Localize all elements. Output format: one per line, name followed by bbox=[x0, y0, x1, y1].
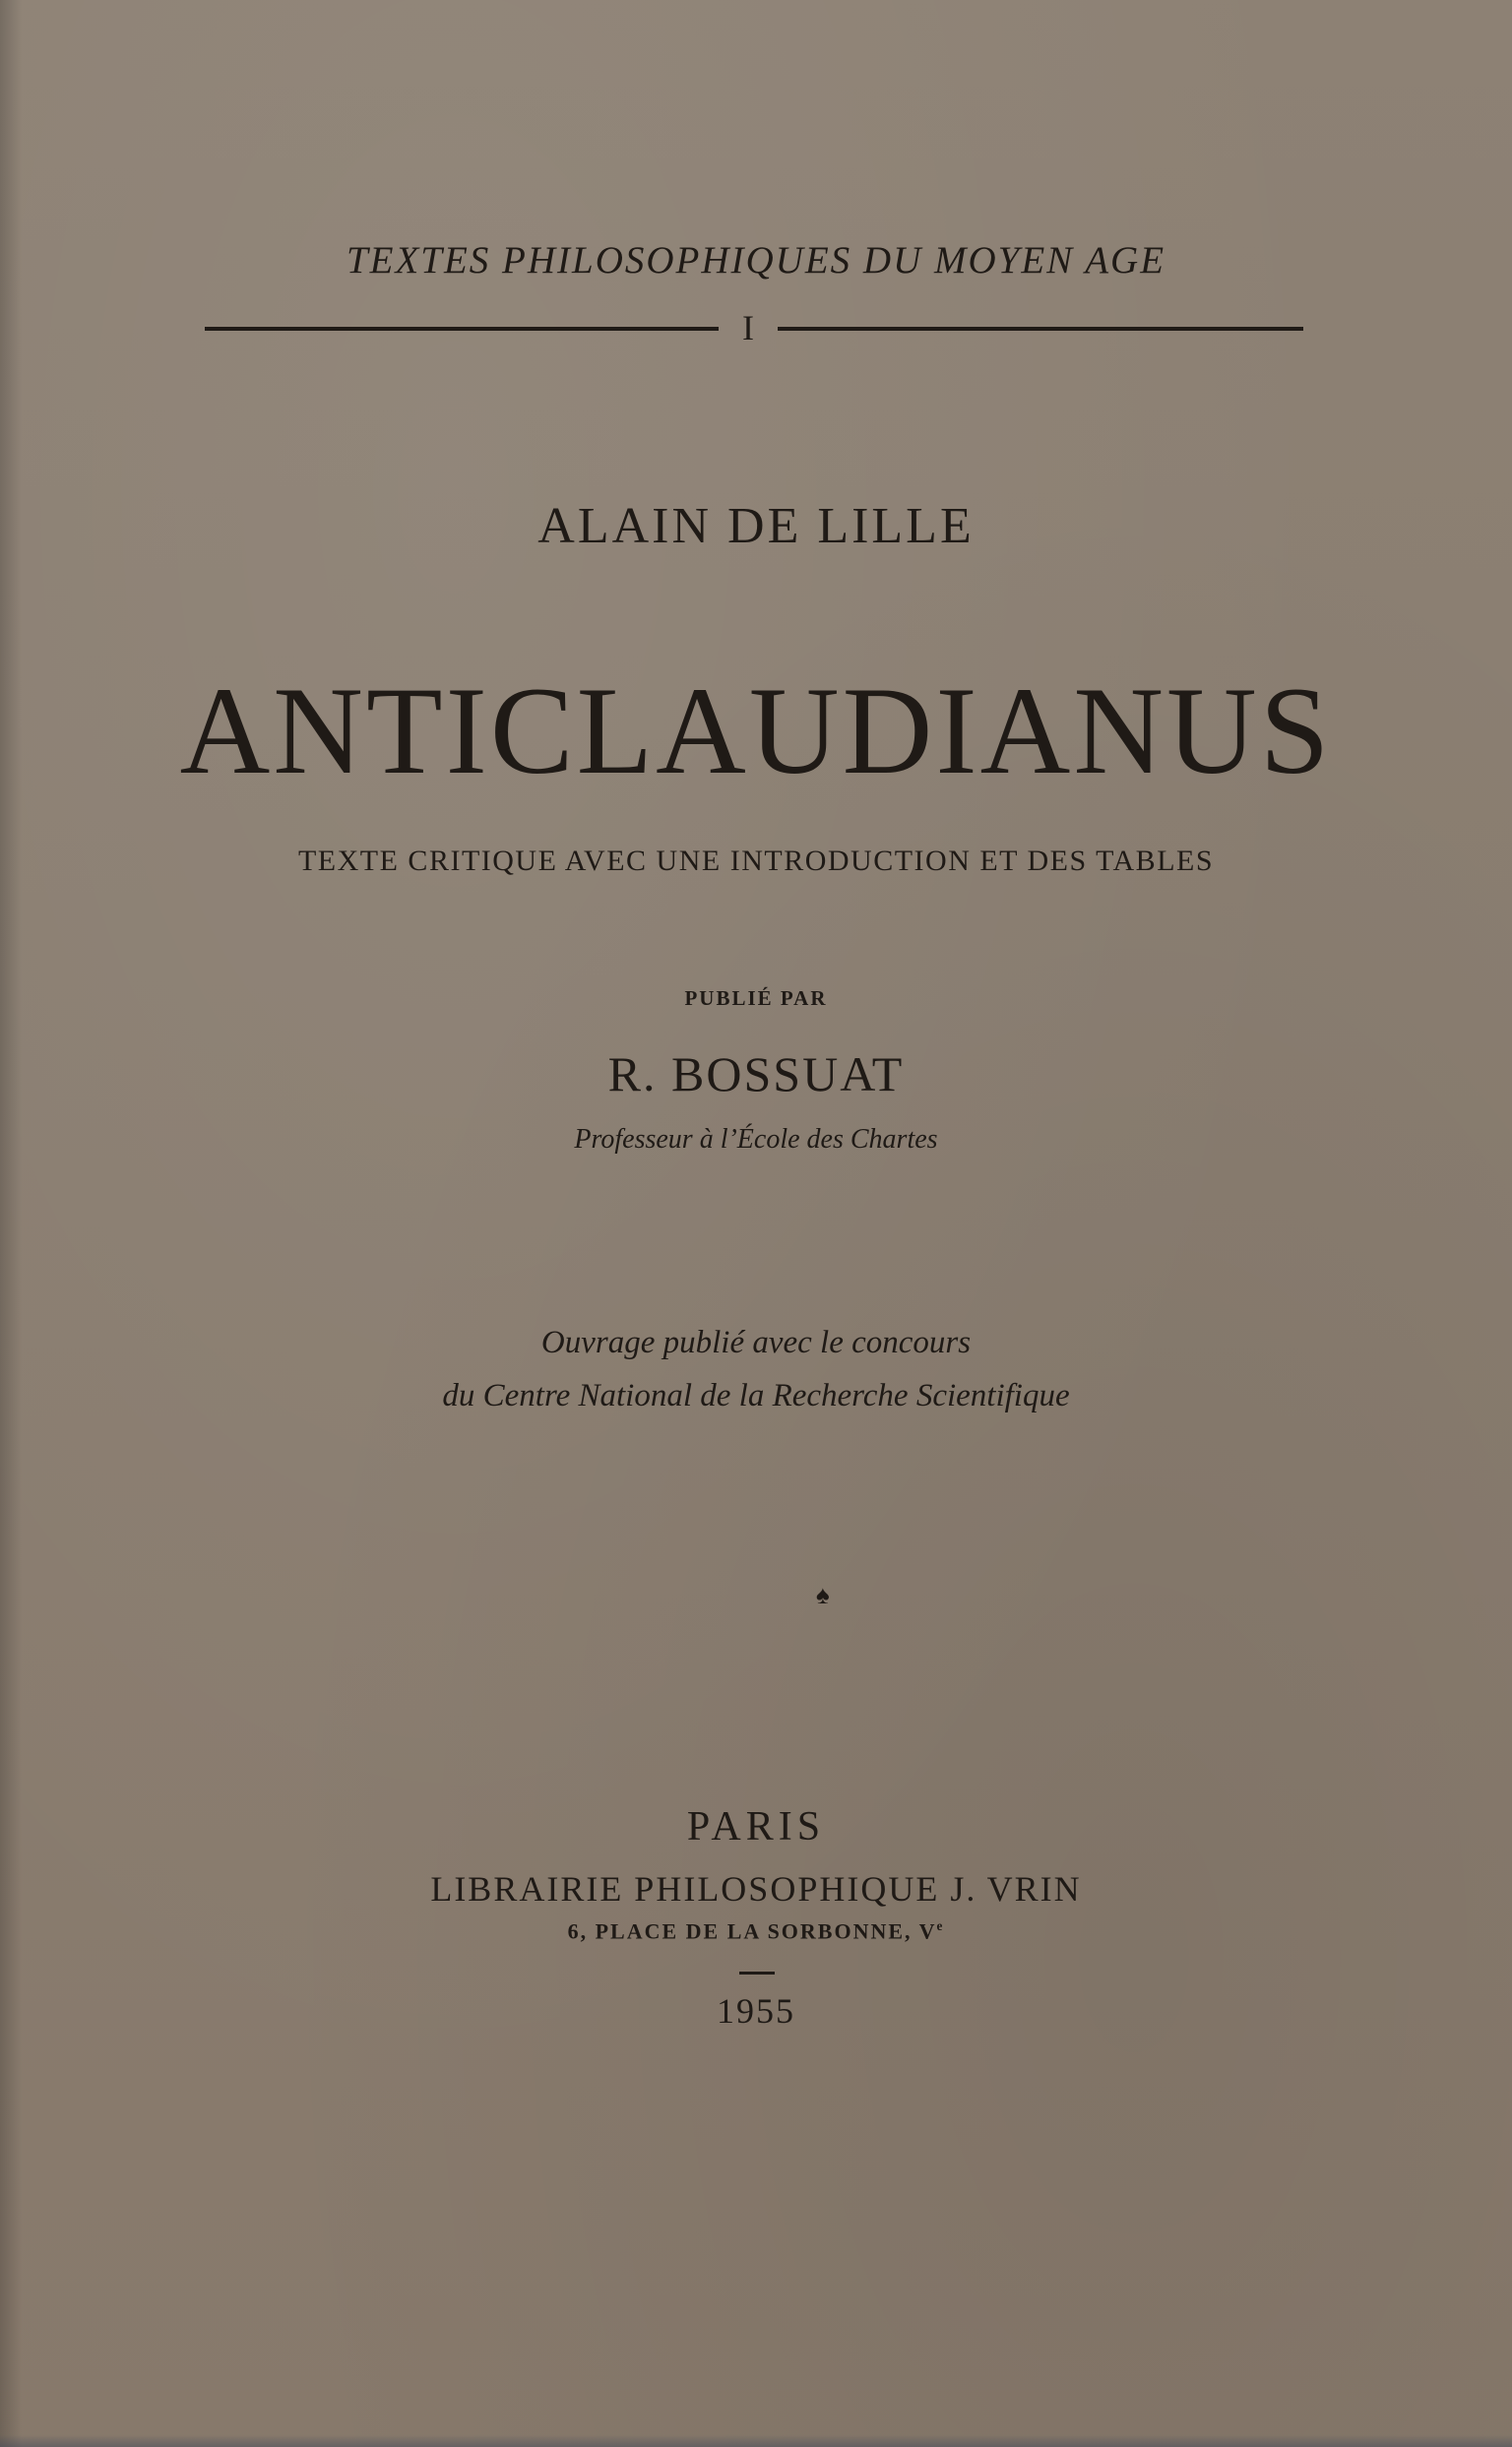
series-rule-left bbox=[205, 327, 719, 331]
imprint-address bbox=[0, 1918, 1512, 1944]
series-rule-right bbox=[778, 327, 1303, 331]
book-subtitle: TEXTE CRITIQUE AVEC UNE INTRODUCTION ET DES TABLES bbox=[297, 845, 1215, 877]
imprint-city: PARIS bbox=[686, 1804, 826, 1850]
ornament-icon: ♠ bbox=[816, 1581, 830, 1609]
book-title: ANTICLAUDIANUS bbox=[179, 662, 1333, 800]
editor-name: R. BOSSUAT bbox=[607, 1046, 905, 1101]
year-divider bbox=[739, 1972, 775, 1975]
series-volume-number: I bbox=[742, 308, 754, 347]
support-note-line-1: Ouvrage publié avec le concours bbox=[540, 1325, 972, 1360]
imprint-address-superscript: e bbox=[936, 1918, 945, 1933]
imprint-publisher: LIBRAIRIE PHILOSOPHIQUE J. VRIN bbox=[430, 1869, 1082, 1909]
editor-position: Professeur à l’École des Chartes bbox=[574, 1124, 938, 1155]
support-note-line-2: du Centre National de la Recherche Scientifique bbox=[442, 1378, 1070, 1413]
published-by-label: PUBLIÉ PAR bbox=[684, 986, 828, 1010]
author-name: ALAIN DE LILLE bbox=[537, 498, 975, 554]
imprint-year: 1955 bbox=[717, 1991, 795, 2031]
series-title: TEXTES PHILOSOPHIQUES DU MOYEN AGE bbox=[346, 239, 1166, 282]
imprint-address-text: 6, PLACE DE LA SORBONNE, V bbox=[567, 1918, 937, 1944]
series-rule bbox=[205, 303, 1303, 352]
